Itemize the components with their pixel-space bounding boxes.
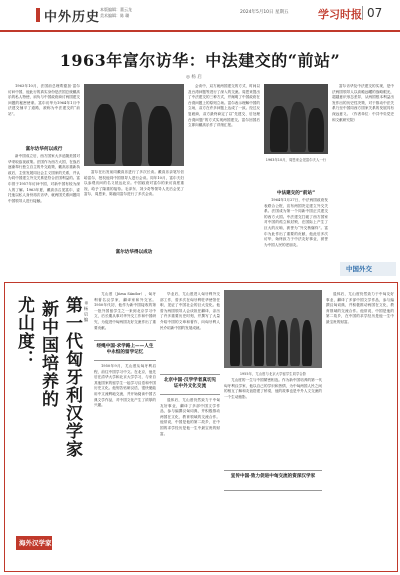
page-number: 07 [362, 6, 382, 20]
pull-quote-3: 宣传中国·致力促进中匈交流的资深汉学家 [230, 474, 316, 479]
feature-column-4 [160, 398, 220, 564]
feature-column-5 [224, 378, 322, 466]
section-title: 中外历史 [44, 10, 101, 25]
article-column-2 [84, 170, 184, 248]
paragraph: 退休后，尤山度仍然致力于中匈友好事业，翻译了多部中国文学作品，参与编撰汉匈词典，并积极推动两国在文化、教育领域的交流合作。他常说，中国是他的第二故乡，在中国的求学经历是他一生中最宝贵的财富。 [326, 292, 394, 324]
pull-quote-2: 北京中国·汉学学者真切见证中外文化交流 [163, 378, 217, 390]
article-byline: ◎ 杨 启 [186, 75, 202, 80]
paragraph: 毕业后，尤山度进入匈牙利外交部工作，曾多次在匈牙利驻华使馆任职，见证了中国社会的巨大变化。他曾为两国领导人会谈担任翻译，亲历了许多重要历史时刻，并撰写了大量介绍中国的文章和著作，向匈牙利人民介绍新中国的发展成就。 [160, 292, 220, 330]
feature-tag-text: 海外汉学家 [19, 539, 52, 547]
article-photo-left [84, 84, 184, 166]
designer-line: 美术编辑：陈 璐 [100, 13, 130, 18]
feature-column-3 [160, 292, 220, 372]
divider [94, 340, 156, 341]
subhead-2: 富尔访华得以成功 [115, 250, 153, 255]
paragraph: 尤山度的一生与中国紧密相连。作为新中国培养的第一代匈牙利汉学家，他以自己的学识和热情，为中匈两国人民之间的相互了解和友谊搭建了桥梁，他的故事也是中外人文交流的一个生动缩影。 [224, 378, 322, 399]
page-header [0, 0, 400, 32]
feature-title-part-3: 第一代匈牙利汉学家 [62, 296, 82, 458]
divider [224, 470, 322, 471]
paragraph: 退休后，尤山度仍然致力于中匈友好事业，翻译了多部中国文学作品，参与编撰汉匈词典，并积极推动两国在文化、教育领域的交流合作。他常说，中国是他的第二故乡，在中国的求学经历是他一生中最宝贵的财富。 [160, 398, 220, 436]
section-marker [36, 8, 40, 22]
issue-date: 2024年5月10日 星期五 [240, 10, 289, 15]
photo-caption: 1963年10月，周恩来会见富尔夫人一行 [265, 158, 327, 162]
article-photo-right [264, 84, 328, 154]
article-column-4 [264, 198, 328, 254]
feature-column-6 [326, 292, 394, 564]
divider [94, 360, 156, 361]
pull-quote-1: 经绳中国·求学路上——人生中永恒的留学记忆 [96, 344, 154, 356]
divider [224, 490, 322, 491]
feature-column-1 [94, 292, 156, 338]
article-column-3 [188, 84, 260, 254]
paragraph: 1964年1月27日，中法两国政府发表联合公报，宣布两国决定建立外交关系。法国成为第一个同新中国正式建交的西方大国。中法建交打破了西方国家对中国的孤立和封锁，在国际上产生了巨大的反响，被誉为“外交核爆炸”。富尔为此作出了重要的贡献，他此后多次访华，始终致力于中法友好事业，被誉为中国人民的老朋友。 [264, 198, 328, 247]
feature-author: ◎ 杨 启 编 [84, 300, 89, 322]
editor-line: 本版编辑：董云龙 [100, 7, 132, 12]
paragraph: 富尔访华及中法建交的实现，是中法两国领导人以高瞻远瞩的战略眼光，超越意识形态差异，从两国根本利益出发作出的历史性决策，对于推动中法关系乃至中国同西方国家关系的发展具有深远意义。（作者单位：中共中央党史和文献研究院） [332, 84, 394, 122]
divider [160, 374, 220, 375]
feature-title-part-2: 新中国培养的 [38, 300, 58, 408]
editor-info [100, 7, 132, 19]
feature-title-part-1: 尤山度： [14, 296, 34, 368]
paragraph: 会谈中，双方就两国建交的方式、时间以及台湾问题等进行了深入的交流。周恩来提出了中法建交的三种方式，并阐明了中国政府在台湾问题上的原则立场。富尔表示理解中国的立场，双方在许多问题上达成了一致。经过反复磋商，双方最终商定了以“先建交、后处理台湾问题”的方式实现两国建交。富尔回国后立即向戴高乐作了详细汇报。 [188, 84, 260, 128]
newspaper-name: 学习时报 [318, 8, 362, 21]
feature-photo [224, 290, 322, 368]
article-title: 1963年富尔访华：中法建交的“前站” [59, 51, 341, 70]
paragraph: 富尔在出发前同戴高乐进行了多次长谈。戴高乐亲笔写信给富尔，授权他同中国领导人进行会谈。同年10月，富尔夫妇以参观访问的名义抵达北京。中国政府对富尔的来访高度重视，给予了隆重的接待。毛泽东、刘少奇等领导人先后会见了富尔，周恩来、陈毅同富尔进行了多次会谈。 [84, 170, 184, 197]
subhead-1: 富尔访华何以成行 [25, 147, 63, 152]
feature-photo-caption: 1955年，尤山度与北京大学留学生同学合影 [239, 372, 307, 376]
column-logo [340, 262, 396, 276]
feature-tag [16, 536, 52, 550]
article-column-1 [8, 84, 80, 144]
feature-column-2 [94, 364, 156, 564]
paragraph: 1963年10月，法国前总理埃德加·富尔访问中国，他此行的真实身份是法国总统戴高乐的私人特使，肩负与中国政府商讨两国建交问题的秘密使命。富尔访华为1964年1月中法建交铺平了道路，被称为中法建交的“前站”。 [8, 84, 80, 116]
subhead-3: 中法建交的“前站” [276, 191, 316, 196]
article-column-5 [332, 84, 394, 254]
paragraph: 新中国成立后，西方国家大多追随美国对华采取敌视政策。法国作为西方大国，在战后逐渐奉行独立自主的外交政策，戴高乐重新执政后，主张发展同社会主义国家的关系，并认为同中国建立外交关系是符合法国利益的。富尔曾于1957年访问中国，对新中国有较为深入的了解。1963年夏，戴高乐召见富尔，委托他以私人身份再次访华，就两国关系问题同中国领导人进行接触。 [8, 154, 80, 203]
divider [160, 394, 220, 395]
article-column-1b [8, 154, 80, 254]
column-logo-text: 中国外交 [346, 265, 372, 273]
paragraph: 1950年9月，尤山度从匈牙利启程，前往中国学习中文。在北京，他先后在清华大学和北京大学学习，与来自其他国家的留学生一起学习汉语和中国历史文化。他刻苦钻研汉语，很快便能用中文流利地交流，并开始阅读中国古典文学作品，对中国文化产生了浓厚的兴趣。 [94, 364, 156, 408]
paragraph: 尤山度（Józsa Sándor），匈牙利著名汉学家、翻译家和外交官。1950年代初，他作为新中国接收的第一批外国留学生之一来到北京学习中文，后长期从事对华外交工作和中国研究，为促进中匈两国友好交流作出了重要贡献。 [94, 292, 156, 330]
